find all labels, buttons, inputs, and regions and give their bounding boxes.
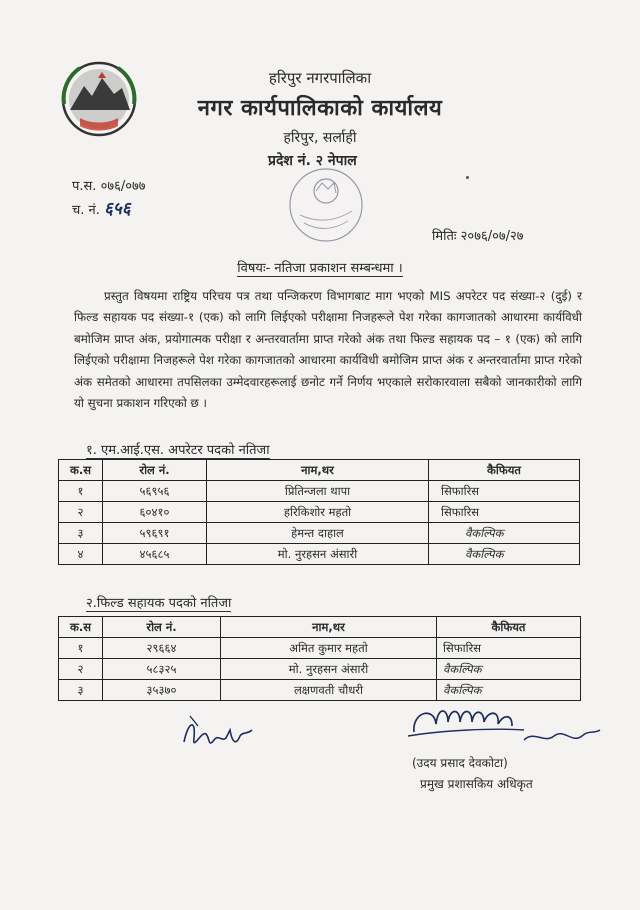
header-cell: क.स — [59, 617, 103, 638]
letter-date: मितिः २०७६/०७/२७ — [432, 229, 524, 244]
header-cell: कैफियत — [429, 460, 580, 481]
office-address: हरिपुर, सर्लाही — [283, 130, 357, 146]
table-cell: सिफारिस — [429, 481, 580, 502]
table-row — [59, 523, 580, 544]
header-cell: क.स — [59, 460, 103, 481]
results-table-field-assistant — [58, 616, 581, 701]
office-title: नगर कार्यपालिकाको कार्यालय — [197, 96, 443, 121]
office-stamp-icon — [286, 165, 366, 245]
municipality-name: हरिपुर नगरपालिका — [268, 69, 372, 87]
header-cell: नाम,थर — [207, 460, 429, 481]
table-row — [59, 481, 580, 502]
header-cell: रोल नं. — [103, 460, 207, 481]
reference-ps: प.स. ०७६/०७७ — [72, 179, 146, 194]
header-cell: नाम,थर — [221, 617, 437, 638]
table-cell: वैकल्पिक — [437, 680, 581, 701]
cn-value: ६५६ — [104, 199, 131, 219]
table-cell: हेमन्त दाहाल — [207, 523, 429, 544]
header-cell: कैफियत — [437, 617, 581, 638]
province-line: प्रदेश नं. २ नेपाल — [268, 153, 357, 169]
header-cell: रोल नं. — [103, 617, 221, 638]
signatory-name: (उदय प्रसाद देवकोटा) — [412, 756, 508, 770]
table-cell: हरिकिशोर महतो — [207, 502, 429, 523]
table-cell: १ — [59, 638, 103, 659]
table-row — [59, 502, 580, 523]
table-cell: वैकल्पिक — [429, 544, 580, 565]
table-cell: ५९६९१ — [103, 523, 207, 544]
table-cell: ३ — [59, 680, 103, 701]
table-cell: अमित कुमार महतो — [221, 638, 437, 659]
body-paragraph — [74, 286, 582, 414]
reference-cn — [72, 196, 131, 219]
table-cell: मो. नुरहसन अंसारी — [221, 659, 437, 680]
table-cell: सिफारिस — [437, 638, 581, 659]
table-header-row — [59, 617, 581, 638]
subject-text: विषयः- नतिजा प्रकाशन सम्बन्धमा । — [237, 261, 403, 276]
table-cell: ४ — [59, 544, 103, 565]
table-cell: प्रितिन्जला थापा — [207, 481, 429, 502]
table-cell: वैकल्पिक — [429, 523, 580, 544]
officer-signature-icon — [404, 700, 604, 755]
section1-title-text: १. एम.आई.एस. अपरेटर पदको नतिजा — [86, 443, 270, 458]
table-cell: ५८३२५ — [103, 659, 221, 680]
table-cell: मो. नुरहसन अंसारी — [207, 544, 429, 565]
table-cell: वैकल्पिक — [437, 659, 581, 680]
signatory-title: प्रमुख प्रशासकिय अधिकृत — [420, 777, 533, 791]
table-cell: १ — [59, 481, 103, 502]
table-row — [59, 638, 581, 659]
table-header-row — [59, 460, 580, 481]
results-table-mis — [58, 459, 580, 565]
body-text: प्रस्तुत विषयमा राष्ट्रिय परिचय पत्र तथा पन्जिकरण विभागबाट माग भएको MIS अपरेटर पद संख्या-२ (दुई) र फिल्ड सहायक पद संख्या-१ (एक) को लागि लिईएको परीक्षामा निजहरूले पेश गरेका कागजातको आधारमा कार्यविधी बमोजिम प्राप्त अंक, प्रयोगात्मक परीक्षा र अन्तरवार्तामा प्राप्त गरेको अंक तथा फिल्ड सहायक पद – १ (एक) को लागि लिईएको परीक्षामा निजहरूले पेश गरेका कागजातको आधारमा कार्यविधी बमोजिम प्राप्त अंक र अन्तरवार्तामा प्राप्त गरेको अंक समेतको आधारमा तपसिलका उम्मेदवारहरूलाई छनोट गर्ने निर्णय भएकाले सरोकारवाला सबैको जानकारीको लागि यो सुचना प्रकाशन गरिएको छ । — [74, 289, 582, 411]
table-cell: लक्षणवती चौधरी — [221, 680, 437, 701]
section2-title — [86, 593, 231, 611]
table-cell: ४५६८५ — [103, 544, 207, 565]
table-row — [59, 680, 581, 701]
ink-dot — [466, 176, 469, 179]
table-cell: ६०४१० — [103, 502, 207, 523]
section2-title-text: २.फिल्ड सहायक पदको नतिजा — [86, 596, 232, 611]
table-cell: सिफारिस — [429, 502, 580, 523]
table-row — [59, 544, 580, 565]
table-row — [59, 659, 581, 680]
table-cell: २ — [59, 502, 103, 523]
table-cell: ३५३७० — [103, 680, 221, 701]
left-signature-icon — [178, 712, 258, 757]
table-cell: २ — [59, 659, 103, 680]
table-cell: २९६६४ — [103, 638, 221, 659]
table-cell: ३ — [59, 523, 103, 544]
subject-line — [0, 258, 640, 276]
section1-title — [86, 440, 270, 458]
cn-label: च. नं. — [72, 203, 100, 218]
table-cell: ५६९५६ — [103, 481, 207, 502]
